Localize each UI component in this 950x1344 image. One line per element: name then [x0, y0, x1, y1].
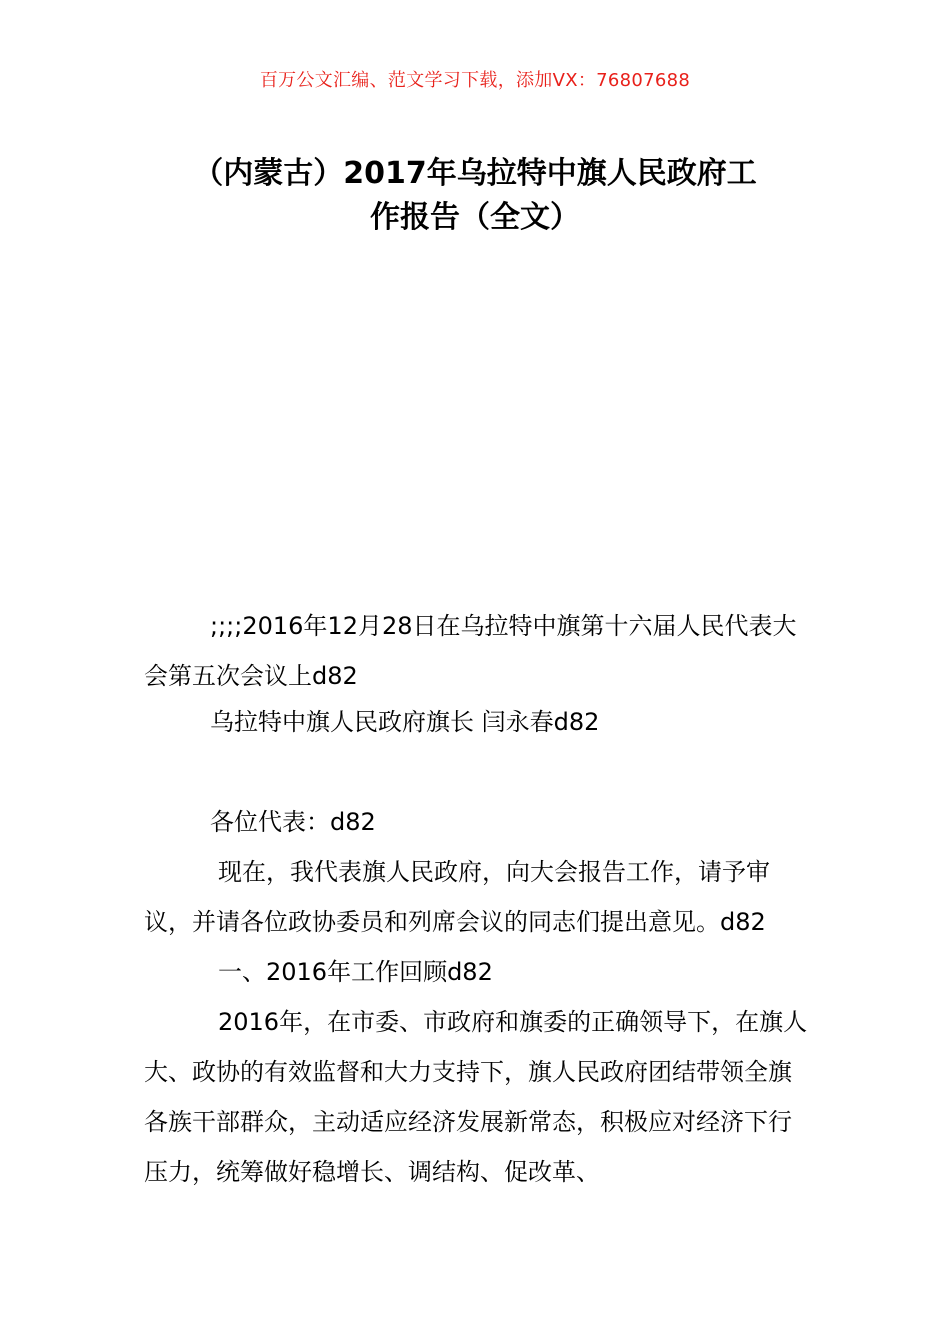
author-paragraph: 乌拉特中旗人民政府旗长 闫永春d82	[210, 708, 600, 736]
greeting-paragraph: 各位代表：d82	[210, 808, 376, 836]
header-note: 百万公文汇编、范文学习下载，添加VX：76807688	[259, 70, 691, 91]
section-1-paragraph: 2016年，在市委、市政府和旗委的正确领导下，在旗人大、政协的有效监督和大力支持下，旗人民政府团结带领全旗各族干部群众，主动适应经济发展新常态，积极应对经济下行压力，统筹做好稳增长、调结构、促改革、	[144, 1008, 808, 1186]
meeting-meta-paragraph: ;;;;2016年12月28日在乌拉特中旗第十六届人民代表大会第五次会议上d82	[144, 612, 797, 690]
title-line-2: 作报告（全文）	[370, 200, 580, 235]
document-title	[140, 152, 810, 240]
section-1-heading: 一、2016年工作回顾d82	[218, 958, 493, 986]
title-line-1: （内蒙古）2017年乌拉特中旗人民政府工	[193, 156, 757, 191]
intro-paragraph: 现在，我代表旗人民政府，向大会报告工作，请予审议，并请各位政协委员和列席会议的同志们提出意见。d82	[144, 858, 770, 936]
